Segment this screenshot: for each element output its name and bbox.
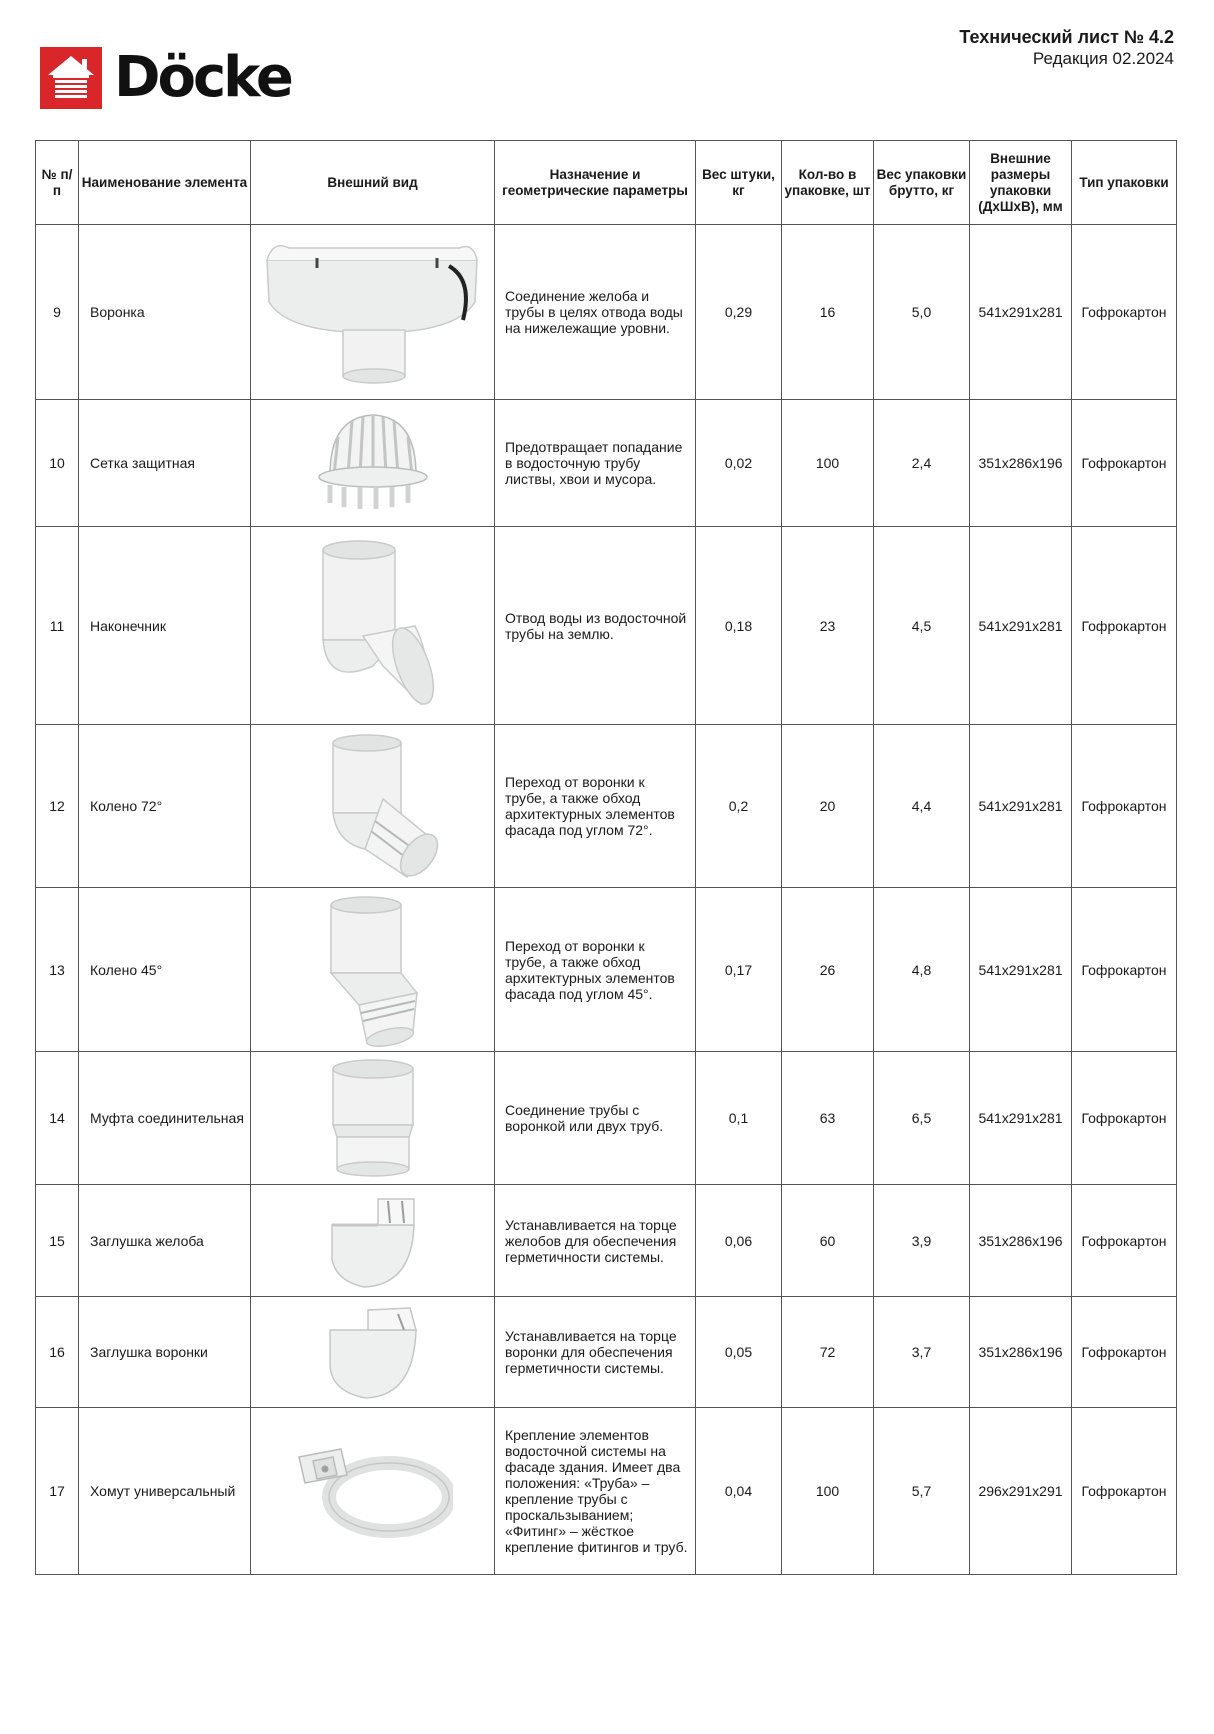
- row-number: 13: [36, 888, 79, 1052]
- row-number: 12: [36, 725, 79, 888]
- element-description: Переход от воронки к трубе, а также обход архитектурных элементов фасада под углом 45°.: [495, 888, 696, 1052]
- table-row: [36, 1052, 1177, 1185]
- element-name: Наконечник: [79, 527, 251, 725]
- pipe-clamp-icon: [293, 1431, 453, 1551]
- gross-weight: 5,0: [874, 225, 970, 400]
- pipe-coupling-icon: [323, 1057, 423, 1179]
- package-dimensions: 541x291x281: [970, 225, 1072, 400]
- unit-weight: 0,1: [696, 1052, 782, 1185]
- unit-weight: 0,17: [696, 888, 782, 1052]
- column-header-package-dimensions: Внешние размеры упаковки (ДхШхВ), мм: [970, 141, 1072, 225]
- row-number: 14: [36, 1052, 79, 1185]
- row-number: 16: [36, 1297, 79, 1408]
- table-row: [36, 1297, 1177, 1408]
- column-header-appearance: Внешний вид: [251, 141, 495, 225]
- element-description: Крепление элементов водосточной системы на фасаде здания. Имеет два положения: «Труба» – крепление трубы с проскальзыванием; «Фитинг» – жёсткое крепление фитингов и труб.: [495, 1408, 696, 1575]
- pipe-outlet-icon: [303, 536, 443, 716]
- element-name: Хомут универсальный: [79, 1408, 251, 1575]
- house-logo-icon: [40, 47, 102, 109]
- package-quantity: 23: [782, 527, 874, 725]
- outlet-end-cap-icon: [318, 1300, 428, 1404]
- column-header-number: № п/п: [36, 141, 79, 225]
- package-quantity: 60: [782, 1185, 874, 1297]
- element-name: Воронка: [79, 225, 251, 400]
- column-header-quantity: Кол-во в упаковке, шт: [782, 141, 874, 225]
- unit-weight: 0,02: [696, 400, 782, 527]
- element-name: Сетка защитная: [79, 400, 251, 527]
- package-dimensions: 351x286x196: [970, 1185, 1072, 1297]
- element-name: Колено 45°: [79, 888, 251, 1052]
- element-name: Муфта соединительная: [79, 1052, 251, 1185]
- column-header-package-type: Тип упаковки: [1072, 141, 1177, 225]
- package-type: Гофрокартон: [1072, 888, 1177, 1052]
- element-description: Соединение желоба и трубы в целях отвода воды на нижележащие уровни.: [495, 225, 696, 400]
- column-header-name: Наименование элемента: [79, 141, 251, 225]
- package-quantity: 16: [782, 225, 874, 400]
- unit-weight: 0,04: [696, 1408, 782, 1575]
- gross-weight: 5,7: [874, 1408, 970, 1575]
- package-quantity: 72: [782, 1297, 874, 1408]
- column-header-unit-weight: Вес штуки, кг: [696, 141, 782, 225]
- row-number: 11: [36, 527, 79, 725]
- document-header: [959, 26, 1174, 69]
- table-row: [36, 400, 1177, 527]
- elbow-45-icon: [313, 893, 433, 1047]
- package-type: Гофрокартон: [1072, 1185, 1177, 1297]
- row-number: 9: [36, 225, 79, 400]
- unit-weight: 0,29: [696, 225, 782, 400]
- package-quantity: 63: [782, 1052, 874, 1185]
- element-description: Переход от воронки к трубе, а также обход архитектурных элементов фасада под углом 72°.: [495, 725, 696, 888]
- unit-weight: 0,18: [696, 527, 782, 725]
- column-header-purpose: Назначение и геометрические параметры: [495, 141, 696, 225]
- gross-weight: 4,8: [874, 888, 970, 1052]
- column-header-gross-weight: Вес упаковки брутто, кг: [874, 141, 970, 225]
- unit-weight: 0,05: [696, 1297, 782, 1408]
- table-row: [36, 725, 1177, 888]
- gross-weight: 3,7: [874, 1297, 970, 1408]
- package-dimensions: 541x291x281: [970, 1052, 1072, 1185]
- package-quantity: 100: [782, 400, 874, 527]
- table-row: [36, 225, 1177, 400]
- gross-weight: 4,5: [874, 527, 970, 725]
- gross-weight: 2,4: [874, 400, 970, 527]
- package-type: Гофрокартон: [1072, 527, 1177, 725]
- package-type: Гофрокартон: [1072, 225, 1177, 400]
- package-dimensions: 351x286x196: [970, 1297, 1072, 1408]
- gross-weight: 6,5: [874, 1052, 970, 1185]
- row-number: 17: [36, 1408, 79, 1575]
- unit-weight: 0,06: [696, 1185, 782, 1297]
- package-quantity: 26: [782, 888, 874, 1052]
- element-name: Заглушка желоба: [79, 1185, 251, 1297]
- package-dimensions: 541x291x281: [970, 527, 1072, 725]
- package-type: Гофрокартон: [1072, 1052, 1177, 1185]
- document-title: Технический лист № 4.2: [959, 27, 1174, 47]
- package-type: Гофрокартон: [1072, 1297, 1177, 1408]
- element-name: Колено 72°: [79, 725, 251, 888]
- package-dimensions: 541x291x281: [970, 725, 1072, 888]
- gutter-outlet-icon: [259, 232, 487, 392]
- gutter-end-cap-icon: [318, 1189, 428, 1293]
- table-row: [36, 1408, 1177, 1575]
- package-type: Гофрокартон: [1072, 1408, 1177, 1575]
- gross-weight: 4,4: [874, 725, 970, 888]
- package-dimensions: 541x291x281: [970, 888, 1072, 1052]
- element-description: Устанавливается на торце воронки для обеспечения герметичности системы.: [495, 1297, 696, 1408]
- leaf-guard-icon: [308, 407, 438, 519]
- package-quantity: 20: [782, 725, 874, 888]
- element-description: Отвод воды из водосточной трубы на землю.: [495, 527, 696, 725]
- gross-weight: 3,9: [874, 1185, 970, 1297]
- brand-logo: [40, 46, 291, 110]
- elbow-72-icon: [303, 731, 443, 881]
- table-row: [36, 888, 1177, 1052]
- package-dimensions: 351x286x196: [970, 400, 1072, 527]
- package-dimensions: 296x291x291: [970, 1408, 1072, 1575]
- table-row: [36, 1185, 1177, 1297]
- element-description: Предотвращает попадание в водосточную трубу листвы, хвои и мусора.: [495, 400, 696, 527]
- row-number: 10: [36, 400, 79, 527]
- element-name: Заглушка воронки: [79, 1297, 251, 1408]
- row-number: 15: [36, 1185, 79, 1297]
- element-description: Соединение трубы с воронкой или двух труб.: [495, 1052, 696, 1185]
- document-revision: Редакция 02.2024: [1032, 49, 1174, 68]
- package-type: Гофрокартон: [1072, 725, 1177, 888]
- table-header-row: [36, 141, 1177, 225]
- element-description: Устанавливается на торце желобов для обеспечения герметичности системы.: [495, 1185, 696, 1297]
- brand-name: Döcke: [114, 45, 291, 110]
- package-quantity: 100: [782, 1408, 874, 1575]
- package-type: Гофрокартон: [1072, 400, 1177, 527]
- product-table: [35, 140, 1177, 1575]
- unit-weight: 0,2: [696, 725, 782, 888]
- table-row: [36, 527, 1177, 725]
